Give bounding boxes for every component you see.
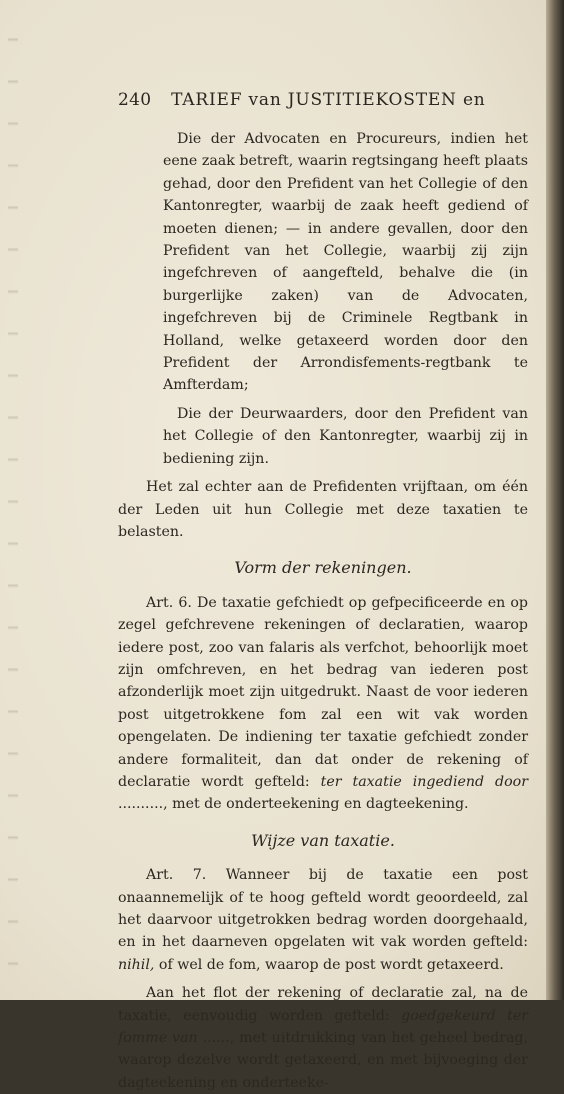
paragraph-slot-text: Aan het flot der rekening of declaratie zal, na de taxatie, eenvoudig worden gefteld: — [118, 985, 528, 1024]
article-6-italic: ter taxatie ingediend door — [320, 773, 528, 790]
page-body — [118, 128, 528, 1094]
header-title: TARIEF van JUSTITIEKOSTEN en — [171, 90, 486, 110]
section-heading-vorm: Vorm der rekeningen. — [234, 558, 412, 578]
article-6-tail: .........., met de onderteekening en dagteekening. — [118, 796, 469, 813]
article-7-tail: of wel de fom, waarop de post wordt getaxeerd. — [154, 956, 504, 973]
section-heading-wijze: Wijze van taxatie. — [251, 830, 395, 850]
article-6 — [118, 592, 528, 816]
book-spine-shadow — [546, 0, 564, 1000]
article-7 — [118, 864, 528, 976]
paragraph-slot-italic: goedgekeurd ter fomme van — [118, 1007, 529, 1047]
article-7-text: Art. 7. Wanneer bij de taxatie een post onaannemelijk of te hoog gefteld wordt geoordeeld, zal het daarvoor uitgetrokken bedrag worden doorgehaald, en in het daarneven opgelaten wit vak worden gefteld: — [118, 867, 528, 951]
paragraph-deurwaarders: Die der Deurwaarders, door den Prefident van het Collegie of den Kantonregter, waarbij zij in bediening zijn. — [163, 405, 528, 467]
article-7-italic: nihil, — [118, 956, 155, 973]
page-gutter — [8, 0, 18, 1000]
article-6-text: Art. 6. De taxatie gefchiedt op gefpecificeerde en op zegel gefchrevene rekeningen of declaratien, waarop iedere post, zoo van falaris als verfchot, behoorlijk moet zijn omfchreven, en het bedrag van iederen post afzonderlijk moet zijn uitgedrukt. Naast de voor iederen post uitgetrokkene fom zal een wit vak worden opengelaten. De indiening ter taxatie gefchiedt zonder andere formaliteit, dan dat onder de rekening of declaratie wordt gefteld: — [118, 594, 528, 790]
paragraph-presidenten: Het zal echter aan de Prefidenten vrijftaan, om één der Leden uit hun Collegie met deze taxatien te belasten. — [118, 479, 528, 540]
page-number: 240 — [118, 90, 152, 110]
running-header — [118, 90, 486, 110]
paragraph-slot — [118, 982, 528, 1094]
paragraph-advocaten: Die der Advocaten en Procureurs, indien het eene zaak betreft, waarin regtsingang heeft plaats gehad, door den Prefident van het Collegie of den Kantonregter, waarbij de zaak heeft gediend of moeten dienen; — in andere gevallen, door den Prefident van het Collegie, waarbij zij zijn ingefchreven of aangefteld, behalve die (in burgerlijke zaken) van de Advocaten, ingefchreven bij de Criminele Regtbank in Holland, welke getaxeerd worden door den Prefident der Arrondisfements-regtbank te Amfterdam; — [163, 131, 528, 394]
paragraph-slot-tail: ......, met uitdrukking van het geheel bedrag, waarop dezelve wordt getaxeerd, en met bijvoeging der dagteekening en onderteeke- — [118, 1030, 529, 1091]
